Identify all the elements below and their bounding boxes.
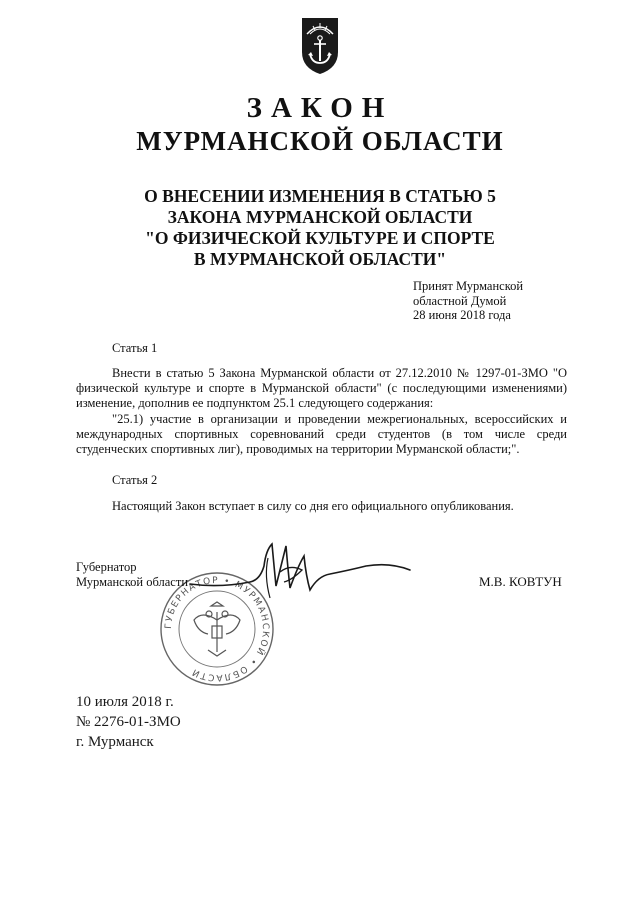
adoption-line: Принят Мурманской xyxy=(413,279,524,293)
article-1-paragraph-2: "25.1) участие в организации и проведении межрегиональных, всероссийских и международных спортивных соревнований среди студентов (в том числе среди студенческих спортивных лиг), проводимых на территории Мурманской области;". xyxy=(76,412,567,456)
law-title: ЗАКОН xyxy=(246,92,394,124)
article-1-paragraph-1: Внести в статью 5 Закона Мурманской области от 27.12.2010 № 1297-01-ЗМО "О физической культуре и спорте в Мурманской области" (с последующими изменениями) изменение, дополнив ее подпунктом 25.1 следующего содержания: xyxy=(76,366,567,410)
signing-date: 10 июля 2018 г. xyxy=(76,694,174,710)
law-number: № 2276-01-ЗМО xyxy=(76,714,181,730)
heading-line: "О ФИЗИЧЕСКОЙ КУЛЬТУРЕ И СПОРТЕ xyxy=(145,228,495,248)
article-2-title: Статья 2 xyxy=(112,473,158,487)
law-region-title: МУРМАНСКОЙ ОБЛАСТИ xyxy=(136,126,504,156)
heading-line: О ВНЕСЕНИИ ИЗМЕНЕНИЯ В СТАТЬЮ 5 xyxy=(144,186,496,206)
adoption-note xyxy=(413,279,523,323)
signing-city: г. Мурманск xyxy=(76,734,154,750)
coat-of-arms-emblem xyxy=(298,14,342,76)
heading-line: В МУРМАНСКОЙ ОБЛАСТИ" xyxy=(193,249,447,269)
law-heading xyxy=(100,186,540,270)
article-1-title: Статья 1 xyxy=(112,341,158,355)
eagle-icon xyxy=(194,602,240,656)
adoption-line: областной Думой xyxy=(413,293,507,308)
seal-text: ГУБЕРНАТОР • МУРМАНСКОЙ • ОБЛАСТИ xyxy=(163,575,271,683)
law-footer xyxy=(76,692,181,752)
article-2-paragraph-1: Настоящий Закон вступает в силу со дня его официального опубликования. xyxy=(112,499,514,513)
heading-line: ЗАКОНА МУРМАНСКОЙ ОБЛАСТИ xyxy=(167,207,473,227)
adoption-date: 28 июня 2018 года xyxy=(413,308,511,322)
coat-of-arms-icon xyxy=(298,14,342,76)
governor-name: М.В. КОВТУН xyxy=(479,574,562,589)
handwritten-signature xyxy=(180,536,470,606)
governor-position xyxy=(76,560,188,590)
governor-region: Мурманской области xyxy=(76,575,189,589)
governor-title: Губернатор xyxy=(76,560,137,574)
